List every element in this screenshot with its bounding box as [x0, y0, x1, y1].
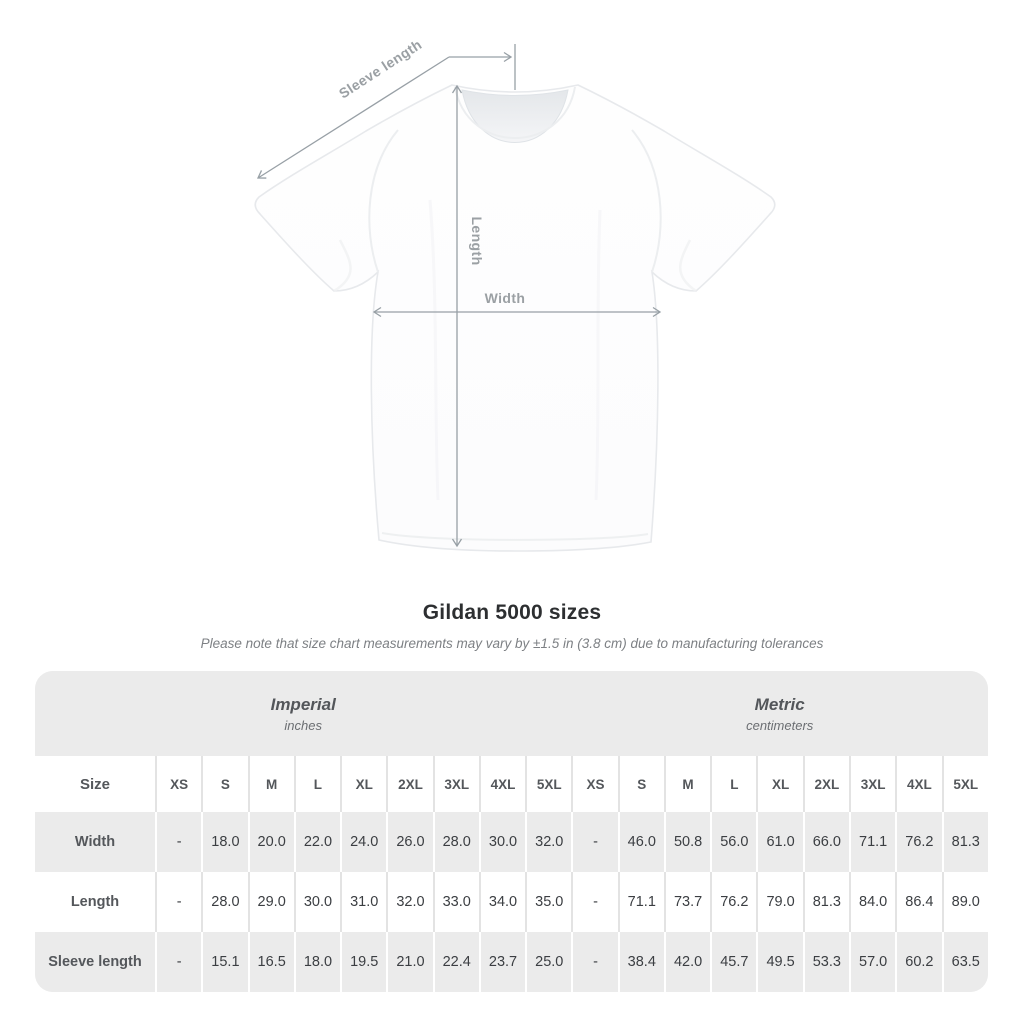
value-cell: 53.3: [803, 932, 849, 992]
size-column-header-metric: M: [664, 756, 710, 812]
size-table: [35, 671, 988, 992]
value-cell: 79.0: [756, 872, 802, 932]
row-label: Sleeve length: [35, 932, 155, 992]
value-cell: 21.0: [386, 932, 432, 992]
value-cell: 66.0: [803, 812, 849, 872]
size-column-header-imperial: M: [248, 756, 294, 812]
value-cell: 71.1: [618, 872, 664, 932]
imperial-units-label: inches: [284, 717, 322, 733]
imperial-label: Imperial: [270, 694, 336, 714]
row-label: Width: [35, 812, 155, 872]
value-cell: -: [155, 872, 201, 932]
size-column-header-metric: L: [710, 756, 756, 812]
value-cell: 57.0: [849, 932, 895, 992]
row-label: Length: [35, 872, 155, 932]
size-column-header-metric: 5XL: [942, 756, 988, 812]
size-column-header-imperial: 2XL: [386, 756, 432, 812]
value-cell: 61.0: [756, 812, 802, 872]
size-column-header-metric: XS: [571, 756, 617, 812]
tolerance-note: Please note that size chart measurements may vary by ±1.5 in (3.8 cm) due to manufacturing tolerances: [200, 636, 824, 651]
size-column-header-imperial: 3XL: [433, 756, 479, 812]
table-body: [35, 812, 988, 992]
size-column-header-imperial: S: [201, 756, 247, 812]
value-cell: 86.4: [895, 872, 941, 932]
metric-units-label: centimeters: [746, 717, 814, 733]
page-title: Gildan 5000 sizes: [422, 601, 602, 624]
value-cell: 30.0: [294, 872, 340, 932]
value-cell: 42.0: [664, 932, 710, 992]
sleeve-length-label: Sleeve length: [335, 36, 425, 102]
length-label: Length: [469, 216, 485, 266]
value-cell: -: [571, 812, 617, 872]
value-cell: 15.1: [201, 932, 247, 992]
value-cell: 35.0: [525, 872, 571, 932]
value-cell: 81.3: [803, 872, 849, 932]
value-cell: 73.7: [664, 872, 710, 932]
unit-band-row: [35, 671, 988, 756]
metric-band: [571, 671, 988, 756]
imperial-band: [35, 671, 571, 756]
value-cell: 32.0: [386, 872, 432, 932]
size-column-header-imperial: XS: [155, 756, 201, 812]
value-cell: 38.4: [618, 932, 664, 992]
value-cell: -: [155, 932, 201, 992]
value-cell: 45.7: [710, 932, 756, 992]
value-cell: 16.5: [248, 932, 294, 992]
value-cell: 18.0: [294, 932, 340, 992]
value-cell: 33.0: [433, 872, 479, 932]
value-cell: 30.0: [479, 812, 525, 872]
measurement-row: [35, 872, 988, 932]
value-cell: 89.0: [942, 872, 988, 932]
value-cell: 28.0: [433, 812, 479, 872]
size-column-header-imperial: 5XL: [525, 756, 571, 812]
value-cell: 76.2: [895, 812, 941, 872]
value-cell: 49.5: [756, 932, 802, 992]
value-cell: 32.0: [525, 812, 571, 872]
tshirt-graphic: [255, 85, 775, 551]
value-cell: -: [155, 812, 201, 872]
value-cell: 71.1: [849, 812, 895, 872]
value-cell: 81.3: [942, 812, 988, 872]
measurement-row: [35, 812, 988, 872]
metric-label: Metric: [754, 694, 805, 714]
width-label: Width: [484, 290, 526, 306]
value-cell: 23.7: [479, 932, 525, 992]
tshirt-outline: [255, 85, 775, 551]
size-column-header-metric: 4XL: [895, 756, 941, 812]
size-column-header-metric: 3XL: [849, 756, 895, 812]
value-cell: 19.5: [340, 932, 386, 992]
size-header: Size: [35, 756, 155, 812]
value-cell: 63.5: [942, 932, 988, 992]
value-cell: 28.0: [201, 872, 247, 932]
column-header-row: [35, 756, 988, 812]
value-cell: 76.2: [710, 872, 756, 932]
value-cell: 84.0: [849, 872, 895, 932]
size-table-container: [35, 671, 988, 992]
size-column-header-metric: 2XL: [803, 756, 849, 812]
value-cell: 25.0: [525, 932, 571, 992]
value-cell: 26.0: [386, 812, 432, 872]
value-cell: 24.0: [340, 812, 386, 872]
size-column-header-imperial: L: [294, 756, 340, 812]
value-cell: 22.0: [294, 812, 340, 872]
value-cell: 50.8: [664, 812, 710, 872]
size-column-header-metric: XL: [756, 756, 802, 812]
value-cell: -: [571, 872, 617, 932]
value-cell: 22.4: [433, 932, 479, 992]
value-cell: 20.0: [248, 812, 294, 872]
value-cell: 60.2: [895, 932, 941, 992]
value-cell: 18.0: [201, 812, 247, 872]
size-column-header-metric: S: [618, 756, 664, 812]
size-column-header-imperial: XL: [340, 756, 386, 812]
size-column-header-imperial: 4XL: [479, 756, 525, 812]
value-cell: 31.0: [340, 872, 386, 932]
value-cell: 29.0: [248, 872, 294, 932]
measurement-row: [35, 932, 988, 992]
value-cell: 34.0: [479, 872, 525, 932]
value-cell: 46.0: [618, 812, 664, 872]
value-cell: 56.0: [710, 812, 756, 872]
value-cell: -: [571, 932, 617, 992]
